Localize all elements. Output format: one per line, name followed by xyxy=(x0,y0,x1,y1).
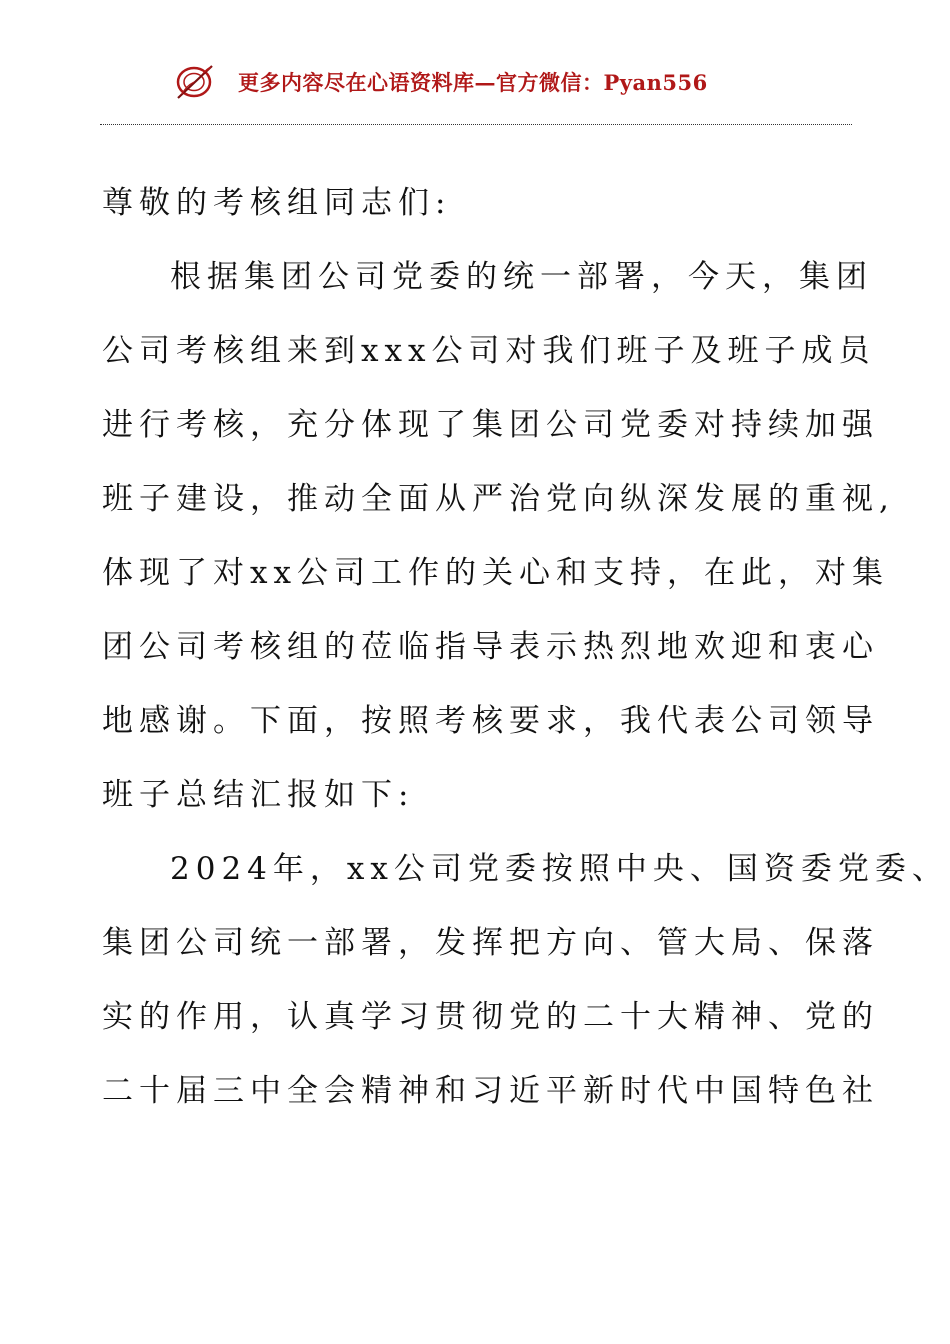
paragraph-line: 进行考核，充分体现了集团公司党委对持续加强 xyxy=(102,407,879,443)
paragraph-line: 2024年，xx公司党委按照中央、国资委党委、 xyxy=(170,851,949,887)
paragraph-line: 班子总结汇报如下: xyxy=(102,777,415,813)
salutation: 尊敬的考核组同志们: xyxy=(102,185,452,221)
paragraph-line: 二十届三中全会精神和习近平新时代中国特色社 xyxy=(102,1073,879,1109)
paragraph-line: 地感谢。下面，按照考核要求，我代表公司领导 xyxy=(102,703,879,739)
header-divider xyxy=(100,124,852,125)
paragraph-line: 班子建设，推动全面从严治党向纵深发展的重视, xyxy=(102,481,895,517)
paragraph-line: 根据集团公司党委的统一部署，今天，集团 xyxy=(170,259,873,295)
paragraph-line: 集团公司统一部署，发挥把方向、管大局、保落 xyxy=(102,925,879,961)
paragraph-line: 实的作用，认真学习贯彻党的二十大精神、党的 xyxy=(102,999,879,1035)
header-watermark-text: 更多内容尽在心语资料库—官方微信：Pyan556 xyxy=(238,70,708,95)
paragraph-line: 体现了对xx公司工作的关心和支持，在此，对集 xyxy=(102,555,889,591)
paragraph-line: 团公司考核组的莅临指导表示热烈地欢迎和衷心 xyxy=(102,629,879,665)
page-header xyxy=(0,52,950,108)
paragraph-line: 公司考核组来到xxx公司对我们班子及班子成员 xyxy=(102,333,876,369)
quill-pen-logo-icon xyxy=(172,60,218,102)
